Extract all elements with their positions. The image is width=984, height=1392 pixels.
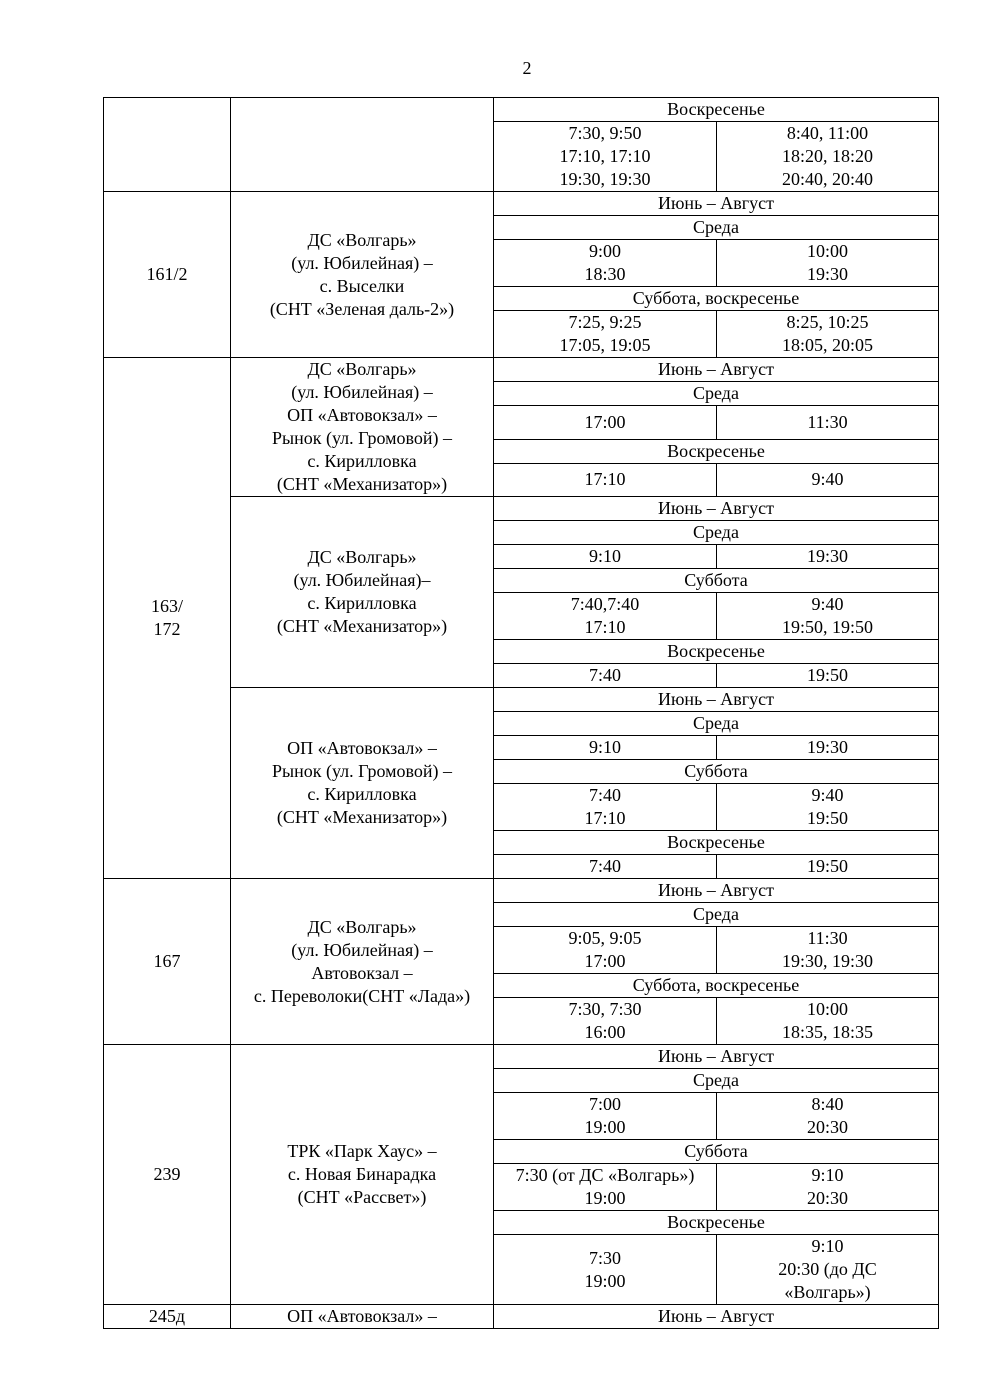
departure-times-forward: 7:30, 9:50 17:10, 17:10 19:30, 19:30	[494, 122, 717, 192]
table-row	[104, 1045, 939, 1069]
table-row	[104, 98, 939, 122]
route-number	[104, 98, 231, 192]
departure-times-return: 9:10 20:30	[717, 1164, 939, 1211]
departure-times-forward: 7:00 19:00	[494, 1093, 717, 1140]
departure-times-forward: 9:05, 9:05 17:00	[494, 927, 717, 974]
schedule-period-header: Суббота	[494, 760, 939, 784]
route-name: ОП «Автовокзал» – Рынок (ул. Громовой) – с. Кирилловка (СНТ «Механизатор»)	[231, 688, 494, 879]
route-name: ДС «Волгарь» (ул. Юбилейная) – Автовокзал – с. Переволоки(СНТ «Лада»)	[231, 879, 494, 1045]
departure-times-forward: 9:10	[494, 545, 717, 569]
departure-times-return: 19:30	[717, 545, 939, 569]
departure-times-forward: 7:40 17:10	[494, 784, 717, 831]
departure-times-return: 19:50	[717, 855, 939, 879]
schedule-period-header: Среда	[494, 521, 939, 545]
schedule-period-header: Воскресенье	[494, 831, 939, 855]
departure-times-forward: 7:30 19:00	[494, 1235, 717, 1305]
page-number: 2	[522, 58, 532, 78]
schedule-period-header: Июнь – Август	[494, 1045, 939, 1069]
departure-times-forward: 9:10	[494, 736, 717, 760]
schedule-period-header: Июнь – Август	[494, 192, 939, 216]
schedule-period-header: Июнь – Август	[494, 358, 939, 382]
schedule-period-header: Воскресенье	[494, 98, 939, 122]
schedule-table	[103, 97, 939, 1329]
schedule-period-header: Среда	[494, 903, 939, 927]
departure-times-forward: 9:00 18:30	[494, 240, 717, 287]
schedule-period-header: Суббота, воскресенье	[494, 974, 939, 998]
route-name: ТРК «Парк Хаус» – с. Новая Бинарадка (СНТ «Рассвет»)	[231, 1045, 494, 1305]
route-name: ДС «Волгарь» (ул. Юбилейная)– с. Кирилловка (СНТ «Механизатор»)	[231, 497, 494, 688]
route-number: 245д	[104, 1305, 231, 1329]
departure-times-return: 10:00 19:30	[717, 240, 939, 287]
route-number: 239	[104, 1045, 231, 1305]
departure-times-forward: 7:25, 9:25 17:05, 19:05	[494, 311, 717, 358]
schedule-period-header: Июнь – Август	[494, 1305, 939, 1329]
departure-times-return: 9:40	[717, 463, 939, 497]
departure-times-forward: 7:40,7:40 17:10	[494, 593, 717, 640]
departure-times-return: 8:40, 11:00 18:20, 18:20 20:40, 20:40	[717, 122, 939, 192]
departure-times-return: 9:10 20:30 (до ДС «Волгарь»)	[717, 1235, 939, 1305]
schedule-period-header: Июнь – Август	[494, 497, 939, 521]
route-number: 167	[104, 879, 231, 1045]
departure-times-forward: 17:00	[494, 406, 717, 440]
schedule-period-header: Среда	[494, 382, 939, 406]
schedule-period-header: Воскресенье	[494, 640, 939, 664]
schedule-period-header: Среда	[494, 712, 939, 736]
table-row	[104, 1305, 939, 1329]
route-name	[231, 98, 494, 192]
departure-times-return: 10:00 18:35, 18:35	[717, 998, 939, 1045]
departure-times-return: 9:40 19:50, 19:50	[717, 593, 939, 640]
table-row	[104, 358, 939, 382]
route-name: ДС «Волгарь» (ул. Юбилейная) – с. Выселки (СНТ «Зеленая даль-2»)	[231, 192, 494, 358]
schedule-period-header: Воскресенье	[494, 1211, 939, 1235]
schedule-period-header: Суббота, воскресенье	[494, 287, 939, 311]
departure-times-forward: 7:40	[494, 664, 717, 688]
schedule-period-header: Суббота	[494, 1140, 939, 1164]
route-number: 163/ 172	[104, 358, 231, 879]
table-row	[104, 879, 939, 903]
departure-times-forward: 7:40	[494, 855, 717, 879]
route-name: ОП «Автовокзал» –	[231, 1305, 494, 1329]
schedule-period-header: Июнь – Август	[494, 688, 939, 712]
departure-times-return: 19:30	[717, 736, 939, 760]
table-row	[104, 192, 939, 216]
departure-times-return: 8:40 20:30	[717, 1093, 939, 1140]
departure-times-return: 11:30	[717, 406, 939, 440]
departure-times-return: 11:30 19:30, 19:30	[717, 927, 939, 974]
departure-times-forward: 7:30 (от ДС «Волгарь») 19:00	[494, 1164, 717, 1211]
schedule-period-header: Июнь – Август	[494, 879, 939, 903]
departure-times-return: 19:50	[717, 664, 939, 688]
departure-times-forward: 17:10	[494, 463, 717, 497]
route-name: ДС «Волгарь» (ул. Юбилейная) – ОП «Автовокзал» – Рынок (ул. Громовой) – с. Кирилловка (СНТ «Механизатор»)	[231, 358, 494, 497]
schedule-period-header: Среда	[494, 216, 939, 240]
departure-times-return: 9:40 19:50	[717, 784, 939, 831]
route-number: 161/2	[104, 192, 231, 358]
schedule-period-header: Среда	[494, 1069, 939, 1093]
schedule-period-header: Воскресенье	[494, 439, 939, 463]
schedule-period-header: Суббота	[494, 569, 939, 593]
departure-times-forward: 7:30, 7:30 16:00	[494, 998, 717, 1045]
departure-times-return: 8:25, 10:25 18:05, 20:05	[717, 311, 939, 358]
